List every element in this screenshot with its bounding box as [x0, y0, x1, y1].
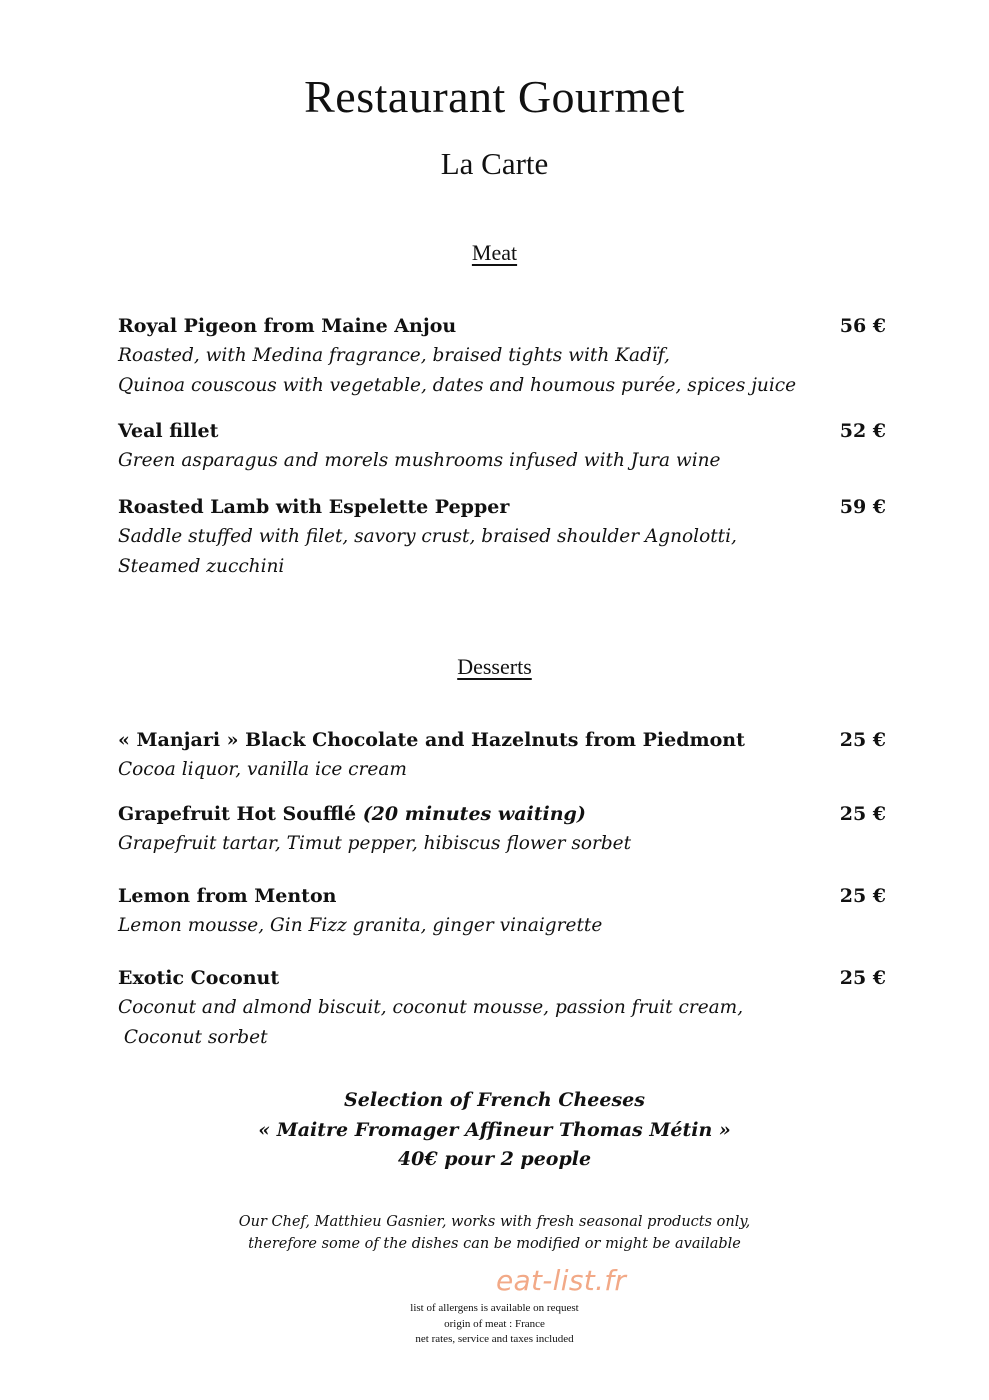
- dish-price: 25 €: [839, 967, 886, 989]
- dish-name: « Manjari » Black Chocolate and Hazelnuts from Piedmont: [118, 729, 745, 751]
- page-title: Restaurant Gourmet: [304, 71, 685, 122]
- dish-name: Lemon from Menton: [118, 885, 337, 907]
- dish-waiting-note: (20 minutes waiting): [362, 803, 586, 825]
- dish-description: Cocoa liquor, vanilla ice cream: [118, 759, 407, 780]
- footer-line: net rates, service and taxes included: [415, 1333, 574, 1345]
- menu-item: [118, 311, 886, 400]
- chef-note-line: Our Chef, Matthieu Gasnier, works with fresh seasonal products only,: [238, 1214, 751, 1230]
- chef-note-line: therefore some of the dishes can be modified or might be available: [248, 1236, 741, 1252]
- section-heading-desserts: Desserts: [457, 654, 532, 679]
- dish-description: Steamed zucchini: [118, 555, 285, 577]
- menu-item: [118, 799, 886, 859]
- dish-description: Quinoa couscous with vegetable, dates and houmous purée, spices juice: [118, 374, 797, 396]
- dish-description: Lemon mousse, Gin Fizz granita, ginger vinaigrette: [118, 915, 603, 936]
- dish-price: 25 €: [839, 729, 886, 751]
- dish-description: Green asparagus and morels mushrooms infused with Jura wine: [118, 450, 721, 471]
- cheese-title: Selection of French Cheeses: [344, 1089, 645, 1111]
- dish-price: 52 €: [839, 420, 886, 442]
- menu-item: [118, 881, 886, 941]
- dish-description: Saddle stuffed with filet, savory crust, braised shoulder Agnolotti,: [118, 526, 737, 547]
- dish-description: Grapefruit tartar, Timut pepper, hibiscus flower sorbet: [118, 833, 632, 854]
- dish-name: Grapefruit Hot Soufflé: [118, 803, 357, 825]
- dish-name: Exotic Coconut: [118, 967, 280, 989]
- dish-name: Veal fillet: [118, 420, 219, 442]
- cheese-affineur: « Maitre Fromager Affineur Thomas Métin »: [258, 1118, 731, 1141]
- menu-item: [118, 963, 886, 1052]
- watermark-logo: eat-list.fr: [496, 1264, 627, 1297]
- cheese-selection: [0, 1086, 989, 1175]
- menu-item: [118, 725, 886, 785]
- dish-price: 25 €: [839, 885, 886, 907]
- page-subtitle: La Carte: [440, 146, 549, 181]
- footer-notes: [0, 1301, 989, 1348]
- chef-note: [0, 1211, 989, 1255]
- cheese-price: 40€ pour 2 people: [397, 1148, 592, 1170]
- dish-name: Roasted Lamb with Espelette Pepper: [118, 496, 510, 518]
- dish-description: Coconut sorbet: [118, 1026, 268, 1048]
- footer-line: list of allergens is available on request: [410, 1302, 579, 1314]
- dish-name: Royal Pigeon from Maine Anjou: [118, 315, 457, 337]
- menu-item: [118, 492, 886, 581]
- dish-description: Coconut and almond biscuit, coconut mousse, passion fruit cream,: [118, 997, 744, 1018]
- dish-price: 25 €: [839, 803, 886, 825]
- footer-line: origin of meat : France: [444, 1317, 545, 1330]
- dish-description: Roasted, with Medina fragrance, braised tights with Kadïf,: [118, 345, 670, 366]
- dish-name-line: [118, 799, 878, 829]
- dish-price: 59 €: [839, 496, 886, 518]
- section-heading-meat: Meat: [471, 240, 518, 265]
- dish-price: 56 €: [839, 315, 886, 337]
- menu-item: [118, 416, 886, 476]
